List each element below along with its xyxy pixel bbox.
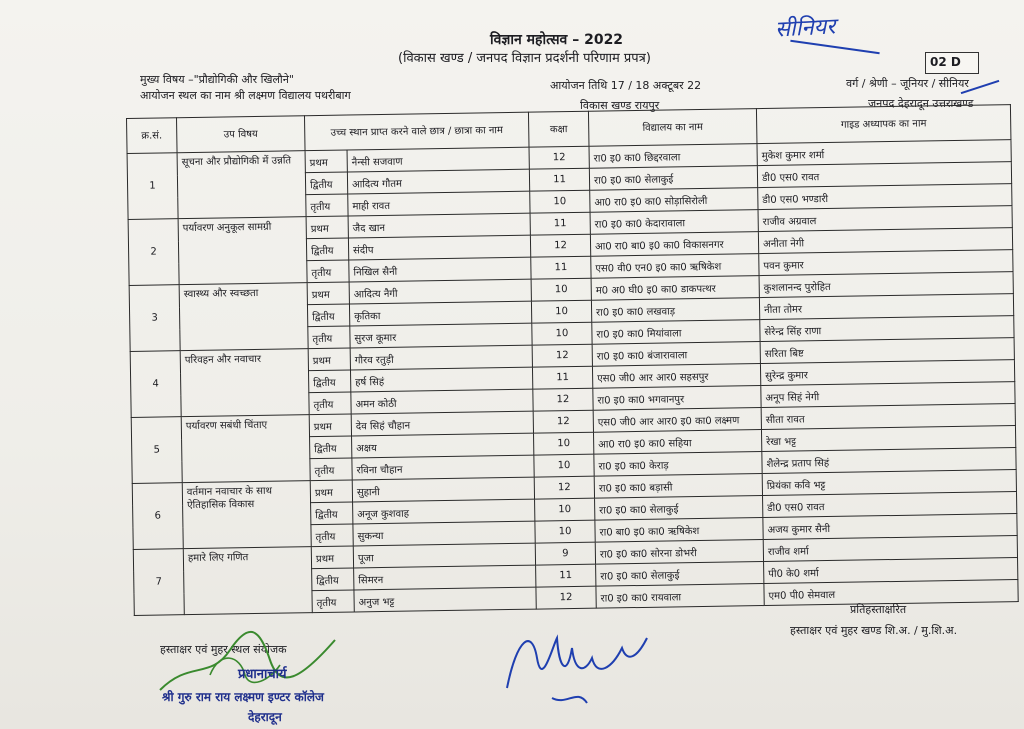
header-class: कक्षा xyxy=(528,111,589,147)
cell-rank: तृतीय xyxy=(308,326,350,349)
venue: आयोजन स्थल का नाम श्री लक्ष्मण विद्यालय पथरीबाग xyxy=(140,89,351,102)
cell-class: 10 xyxy=(532,322,592,345)
cell-guide: सुरेन्द्र कुमार xyxy=(760,360,1014,386)
cell-rank: प्रथम xyxy=(309,414,351,437)
cell-rank: तृतीय xyxy=(310,458,352,481)
cell-subtopic: पर्यावरण सबंधी चिंताए xyxy=(181,415,310,483)
cell-guide: सीता रावत xyxy=(761,404,1015,430)
cell-student-name: कृतिका xyxy=(349,301,531,326)
countersigned-label: प्रतिहस्ताक्षरित xyxy=(850,603,907,616)
cell-school: रा0 इ0 का0 छिद्दरवाला xyxy=(589,144,757,169)
cell-subtopic: सूचना और प्रौद्योगिकी में उन्नति xyxy=(177,151,306,219)
cell-sno: 7 xyxy=(133,549,184,616)
cell-school: रा0 इ0 का0 बंजारावाला xyxy=(592,342,760,367)
cell-subtopic: हमारे लिए गणित xyxy=(183,547,312,615)
cell-school: रा0 इ0 का0 सोरना डोभरी xyxy=(595,540,763,565)
cell-class: 10 xyxy=(535,520,595,543)
cell-rank: प्रथम xyxy=(310,480,352,503)
header-school: विद्यालय का नाम xyxy=(588,109,757,147)
class-category: वर्ग / श्रेणी – जूनियर / सीनियर xyxy=(846,77,969,90)
cell-class: 11 xyxy=(532,366,592,389)
cell-guide: अनूप सिहं नेगी xyxy=(761,382,1015,408)
cell-guide: एम0 पी0 सेमवाल xyxy=(764,580,1018,606)
cell-student-name: सिमरन xyxy=(354,565,536,590)
development-block: विकास खण्ड रायपुर xyxy=(580,99,660,112)
cell-guide: पवन कुमार xyxy=(759,250,1013,276)
cell-school: रा0 इ0 का0 सेलाकुई xyxy=(589,166,757,191)
cell-class: 12 xyxy=(533,388,593,411)
cell-student-name: नैन्सी सजवाण xyxy=(347,147,529,172)
header-sno: क्र.सं. xyxy=(127,118,178,154)
cell-class: 12 xyxy=(529,146,589,169)
cell-guide: डी0 एस0 रावत xyxy=(757,162,1011,188)
district: जनपद देहरादून उत्तराखण्ड xyxy=(868,97,974,110)
cell-school: आ0 रा0 इ0 का0 सोड़ासिरोली xyxy=(590,188,758,213)
cell-student-name: अनुज भट्ट xyxy=(354,587,536,612)
handwritten-category: सीनियर xyxy=(774,14,836,43)
header-subtopic: उप विषय xyxy=(177,116,306,153)
venue-coordinator-sign-label: हस्ताक्षर एवं मुहर स्थल संयोजक xyxy=(160,643,287,656)
cell-rank: प्रथम xyxy=(306,216,348,239)
block-sign-label: हस्ताक्षर एवं मुहर खण्ड शि.अ. / मु.शि.अ. xyxy=(790,624,958,637)
cell-subtopic: परिवहन और नवाचार xyxy=(180,349,309,417)
cell-subtopic: वर्तमान नवाचार के साथ ऐतिहासिक विकास xyxy=(182,481,311,549)
cell-student-name: सुकन्या xyxy=(353,521,535,546)
cell-guide: राजीव अग्रवाल xyxy=(758,206,1012,232)
cell-sno: 2 xyxy=(128,219,179,286)
cell-class: 11 xyxy=(536,564,596,587)
document-title: विज्ञान महोत्सव – 2022 xyxy=(490,32,624,48)
cell-school: रा0 इ0 का0 केराड़ xyxy=(594,452,762,477)
header-guide: गाइड अध्यापक का नाम xyxy=(756,105,1011,144)
cell-subtopic: स्वास्थ्य और स्वच्छता xyxy=(179,283,308,351)
cell-school: रा0 इ0 का0 सेलाकुई xyxy=(595,496,763,521)
cell-school: रा0 इ0 का0 मियांवाला xyxy=(592,320,760,345)
cell-school: रा0 इ0 का0 लखवाड़ xyxy=(591,298,759,323)
cell-class: 11 xyxy=(530,212,590,235)
code-box: 02 D xyxy=(925,52,979,74)
cell-school: रा0 इ0 का0 बड़ासी xyxy=(594,474,762,499)
table-body xyxy=(127,140,1018,616)
cell-sno: 1 xyxy=(127,153,178,220)
cell-student-name: आदित्य नैगी xyxy=(349,279,531,304)
cell-guide: पी0 के0 शर्मा xyxy=(764,558,1018,584)
cell-school: आ0 रा0 बा0 इ0 का0 विकासनगर xyxy=(590,232,758,257)
cell-rank: प्रथम xyxy=(305,150,347,173)
cell-student-name: माही रावत xyxy=(348,191,530,216)
cell-student-name: रविना चौहान xyxy=(352,455,534,480)
cell-guide: मुकेश कुमार शर्मा xyxy=(757,140,1011,166)
cell-class: 10 xyxy=(530,190,590,213)
stamp-institution: श्री गुरु राम राय लक्ष्मण इण्टर कॉलेज xyxy=(162,690,324,704)
cell-guide: डी0 एस0 रावत xyxy=(763,492,1017,518)
handwritten-signature xyxy=(497,618,657,713)
cell-rank: द्वितीय xyxy=(308,370,350,393)
cell-rank: द्वितीय xyxy=(311,502,353,525)
cell-student-name: अक्षय xyxy=(352,433,534,458)
cell-sno: 3 xyxy=(129,285,180,352)
cell-rank: द्वितीय xyxy=(306,238,348,261)
cell-guide: सरिता बिष्ट xyxy=(760,338,1014,364)
cell-class: 12 xyxy=(532,344,592,367)
cell-school: एस0 वी0 एन0 इ0 का0 ऋषिकेश xyxy=(591,254,759,279)
cell-student-name: अमन कोठी xyxy=(351,389,533,414)
cell-guide: कुशलानन्द पुरोहित xyxy=(759,272,1013,298)
cell-guide: अजय कुमार सैनी xyxy=(763,514,1017,540)
cell-sno: 4 xyxy=(130,351,181,418)
document-subtitle: (विकास खण्ड / जनपद विज्ञान प्रदर्शनी परिणाम प्रपत्र) xyxy=(398,51,651,66)
handwritten-underline xyxy=(790,40,879,55)
stamp-designation: प्रधानाचार्य xyxy=(238,667,287,682)
cell-school: एस0 जी0 आर आर0 इ0 का0 लक्ष्मण xyxy=(593,408,761,433)
cell-school: रा0 इ0 का0 सेलाकुई xyxy=(596,562,764,587)
cell-school: आ0 रा0 इ0 का0 सहिया xyxy=(594,430,762,455)
cell-guide: सेरेन्द्र सिंह राणा xyxy=(760,316,1014,342)
stamp-city: देहरादून xyxy=(248,710,282,724)
cell-class: 11 xyxy=(529,168,589,191)
cell-student-name: सुहानी xyxy=(352,477,534,502)
cell-sno: 6 xyxy=(132,483,183,550)
cell-guide: रेखा भट्ट xyxy=(761,426,1015,452)
cell-guide: शैलेन्द्र प्रताप सिहं xyxy=(762,448,1016,474)
cell-guide: राजीव शर्मा xyxy=(763,536,1017,562)
cell-subtopic: पर्यावरण अनुकूल सामग्री xyxy=(178,217,307,285)
cell-rank: तृतीय xyxy=(312,590,354,613)
cell-rank: तृतीय xyxy=(311,524,353,547)
event-date: आयोजन तिथि 17 / 18 अक्टूबर 22 xyxy=(550,79,702,92)
results-table xyxy=(126,104,1019,616)
cell-school: रा0 इ0 का0 रायवाला xyxy=(596,584,764,609)
cell-rank: द्वितीय xyxy=(310,436,352,459)
cell-class: 10 xyxy=(534,432,594,455)
cell-student-name: सुरज कूमार xyxy=(350,323,532,348)
cell-guide: नीता तोमर xyxy=(759,294,1013,320)
cell-class: 12 xyxy=(534,476,594,499)
cell-student-name: पूजा xyxy=(353,543,535,568)
cell-student-name: संदीप xyxy=(348,235,530,260)
cell-class: 10 xyxy=(531,278,591,301)
cell-class: 12 xyxy=(536,586,596,609)
cell-student-name: हर्ष सिहं xyxy=(350,367,532,392)
cell-sno: 5 xyxy=(131,417,182,484)
cell-student-name: निखिल सैनी xyxy=(349,257,531,282)
cell-class: 12 xyxy=(533,410,593,433)
cell-rank: प्रथम xyxy=(307,282,349,305)
cell-student-name: आदित्य गौतम xyxy=(347,169,529,194)
cell-rank: प्रथम xyxy=(308,348,350,371)
cell-class: 10 xyxy=(535,498,595,521)
header-student: उच्च स्थान प्राप्त करने वाले छात्र / छात्रा का नाम xyxy=(304,112,529,151)
cell-class: 9 xyxy=(535,542,595,565)
cell-class: 11 xyxy=(531,256,591,279)
cell-school: रा0 बा0 इ0 का0 ऋषिकेश xyxy=(595,518,763,543)
cell-school: रा0 इ0 का0 केदारावाला xyxy=(590,210,758,235)
cell-student-name: गौरव रतुड़ी xyxy=(350,345,532,370)
cell-guide: डी0 एस0 भण्डारी xyxy=(758,184,1012,210)
cell-school: म0 अ0 घी0 इ0 का0 डाकपत्थर xyxy=(591,276,759,301)
cell-school: एस0 जी0 आर आर0 सहसपुर xyxy=(592,364,760,389)
cell-class: 10 xyxy=(534,454,594,477)
cell-rank: द्वितीय xyxy=(305,172,347,195)
main-subject: मुख्य विषय –"प्रौद्योगिकी और खिलौने" xyxy=(140,73,294,86)
cell-guide: प्रियंका कवि भट्ट xyxy=(762,470,1016,496)
cell-student-name: अनूज कुशवाह xyxy=(353,499,535,524)
cell-rank: तृतीय xyxy=(307,260,349,283)
cell-student-name: जैद खान xyxy=(348,213,530,238)
cell-class: 12 xyxy=(530,234,590,257)
cell-guide: अनीता नेगी xyxy=(758,228,1012,254)
cell-rank: तृतीय xyxy=(306,194,348,217)
cell-student-name: देव सिहं चौहान xyxy=(351,411,533,436)
cell-rank: द्वितीय xyxy=(312,568,354,591)
cell-rank: द्वितीय xyxy=(307,304,349,327)
cell-rank: प्रथम xyxy=(311,546,353,569)
cell-class: 10 xyxy=(531,300,591,323)
cell-school: रा0 इ0 का0 भगवानपुर xyxy=(593,386,761,411)
cell-rank: तृतीय xyxy=(309,392,351,415)
